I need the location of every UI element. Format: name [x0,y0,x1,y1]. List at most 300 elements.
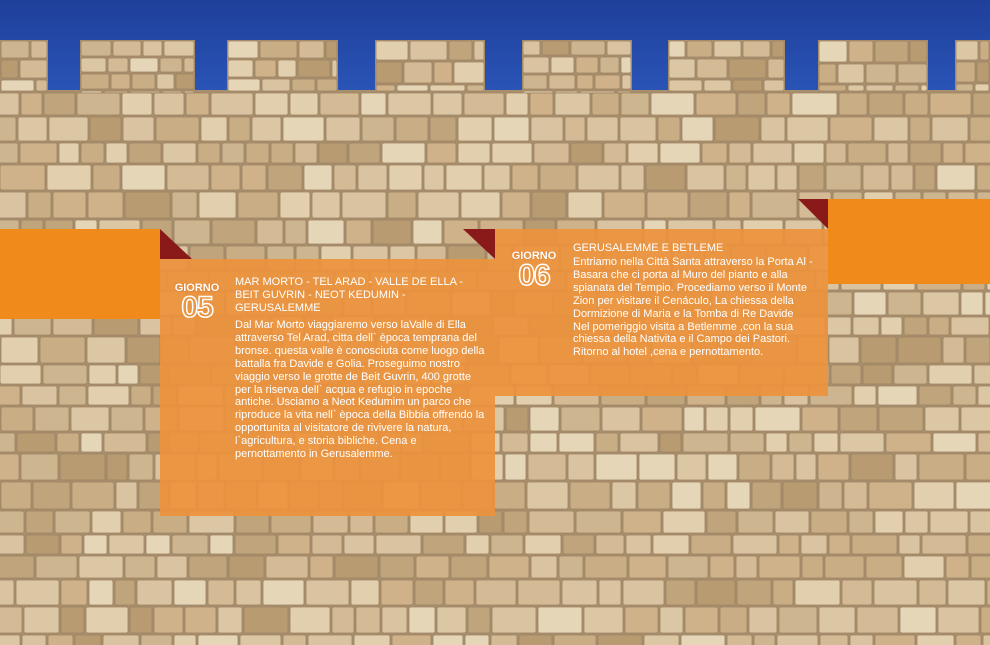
wall-stone [775,511,809,533]
wall-stone [382,143,425,163]
wall-stone [123,117,154,141]
wall-stone [542,41,569,55]
wall-stone [985,292,990,315]
wall-stone [174,580,206,605]
wall-stone [198,143,220,163]
wall-stone [604,143,626,163]
wall-stone [376,41,408,60]
wall-stone [844,482,867,509]
wall-stone [919,386,951,405]
wall-stone [946,556,969,578]
wall-stone [540,165,576,190]
wall-stone [538,607,582,633]
wall-stone [886,433,931,452]
wall-stone [621,165,644,190]
wall-stone [164,41,194,56]
wall-stone [308,220,344,244]
wall-stone [530,93,553,115]
wall-stone [753,143,792,163]
wall-stone [761,117,785,141]
wall-stone [530,433,557,452]
wall-stone [278,535,310,554]
wall-stone [185,607,216,633]
wall-stone [26,535,59,554]
wall-stone [228,41,258,58]
wall-stone [530,407,559,431]
wall-stone [737,580,771,605]
wall-stone [879,407,923,431]
wall-stone [917,635,954,645]
wall-stone [831,365,861,384]
wall-stone [929,317,949,335]
wall-stone [129,454,153,480]
wall-stone [0,386,20,405]
description-paragraph: Entriamo nella Città Santa attraverso la Porta Al - Basara che ci porta al Muro del pianto e alla spianata del Tempio. Procediamo verso il Monte Zion per visitare il Cenáculo, La chiessa della Dormizione di Maria e la Tomba di Re Davide [573,256,813,320]
wall-stone [86,607,128,633]
wall-stone [961,407,990,431]
wall-stone [607,41,631,55]
day-word: GIORNO [511,250,557,262]
wall-stone [222,143,244,163]
wall-stone [752,482,781,509]
wall-stone [17,433,55,452]
wall-stone [970,511,990,533]
wall-stone [710,556,734,578]
wall-stone [36,80,47,91]
wall-stone [772,41,784,57]
wall-stone [523,57,549,73]
wall-stone [559,433,594,452]
wall-stone [919,454,964,480]
wall-stone [88,192,123,218]
wall-stone [43,365,87,384]
wall-stone [236,580,261,605]
wall-stone [684,407,704,431]
wall-stone [418,192,459,218]
wall-stone [677,454,706,480]
wall-stone [839,93,867,115]
wall-stone [838,64,864,83]
wall-stone [255,60,276,77]
wall-stone [629,556,666,578]
wall-stone [1,407,33,431]
wall-stone [0,454,19,480]
wall-stone [697,580,735,605]
wall-stone [977,62,989,82]
wall-stone [720,607,747,633]
wall-stone [644,635,679,645]
wall-stone [57,433,79,452]
wall-stone [106,143,127,163]
wall-stone [157,74,174,89]
wall-stone [427,143,456,163]
wall-stone [863,165,889,190]
wall-stone [697,59,727,78]
wall-stone [898,337,941,363]
wall-stone [663,511,705,533]
day-description [573,256,823,359]
wall-stone [376,62,402,83]
wall-stone [825,556,864,578]
wall-stone [766,433,787,452]
wall-stone [454,62,484,83]
wall-stone [531,117,563,141]
wall-stone [210,535,233,554]
wall-stone [491,635,517,645]
wall-stone [739,454,770,480]
wall-stone [113,41,141,56]
wall-stone [777,635,818,645]
wall-stone [252,117,281,141]
wall-stone [669,80,702,91]
wall-stone [595,75,620,89]
wall-stone [123,511,151,533]
wall-stone [642,407,682,431]
wall-stone [430,85,465,91]
wall-stone [1,482,31,509]
wall-stone [878,386,917,405]
wall-stone [332,60,337,77]
wall-stone [122,93,152,115]
wall-stone [518,580,560,605]
wall-stone [971,556,990,578]
wall-stone [829,337,859,363]
day-number: 05 [181,291,213,324]
wall-stone [888,143,908,163]
wall-stone [61,607,84,633]
wall-stone [335,556,378,578]
wall-stone [449,41,472,60]
wall-stone [687,41,712,57]
wall-stone [929,365,972,384]
wall-stone [476,580,516,605]
wall-stone [779,607,817,633]
wall-stone [0,511,24,533]
wall-stone [396,117,428,141]
wall-stone [186,93,209,115]
wall-stone [59,143,79,163]
wall-stone [107,454,127,480]
wall-stone [612,482,636,509]
wall-stone [132,74,155,89]
wall-stone [141,635,172,645]
wall-stone [283,635,306,645]
wall-stone [875,635,915,645]
wall-stone [623,580,664,605]
wall-stone [789,433,812,452]
wall-stone [796,454,816,480]
wall-stone [461,192,500,218]
wall-stone [519,635,552,645]
wall-stone [820,635,848,645]
wall-stone [433,635,463,645]
wall-stone [88,386,129,405]
wall-stone [559,556,583,578]
wall-stone [512,165,538,190]
wall-stone [154,607,183,633]
wall-stone [351,580,379,605]
day-panel-06 [495,229,828,396]
wall-stone [943,143,963,163]
wall-stone [968,535,990,554]
wall-stone [904,556,944,578]
wall-stone [35,407,69,431]
ribbon-fold-right [798,199,828,229]
day-description [235,319,485,461]
wall-stone [358,165,387,190]
wall-stone [229,117,250,141]
wall-stone [690,192,727,218]
wall-stone [563,535,594,554]
wall-stone [904,317,927,335]
wall-stone [966,337,990,363]
wall-stone [660,607,683,633]
wall-stone [691,535,731,554]
wall-stone [623,511,661,533]
wall-stone [592,93,619,115]
wall-stone [376,535,421,554]
wall-stone [799,165,824,190]
wall-stone [974,365,990,384]
wall-stone [26,511,53,533]
wall-stone [965,143,990,163]
wall-stone [326,41,337,58]
wall-stone [416,556,449,578]
wall-stone [492,143,532,163]
wall-stone [714,41,741,57]
wall-stone [0,365,41,384]
wall-stone [189,556,227,578]
wall-stone [707,511,736,533]
wall-stone [730,433,764,452]
wall-stone [87,337,125,363]
wall-stone [79,556,123,578]
wall-stone [44,93,75,115]
wall-stone [894,365,927,384]
wall-stone [814,433,838,452]
wall-stone [415,580,443,605]
wall-stone [622,75,631,89]
wall-stone [285,220,306,244]
wall-stone [818,454,849,480]
wall-stone [16,580,59,605]
day-title: MAR MORTO - TEL ARAD - VALLE DE ELLA - BEIT GUVRIN - NEOT KEDUMIN - GERUSALEMME [235,276,464,314]
wall-stone [795,580,840,605]
wall-stone [349,143,380,163]
wall-stone [568,192,602,218]
wall-stone [31,41,47,58]
wall-stone [571,143,602,163]
wall-stone [111,74,130,89]
wall-stone [819,482,842,509]
wall-stone [172,192,197,218]
wall-stone [36,556,77,578]
wall-stone [304,165,332,190]
wall-stone [81,74,109,89]
wall-stone [685,607,718,633]
wall-stone [0,317,12,335]
wall-stone [840,433,884,452]
wall-stone [24,607,59,633]
wall-stone [21,93,42,115]
wall-stone [687,165,724,190]
wall-stone [108,58,128,72]
wall-stone [257,220,283,244]
wall-stone [0,117,16,141]
wall-stone [20,60,47,78]
wall-stone [81,41,111,56]
wall-stone [888,292,921,315]
wall-stone [528,454,566,480]
wall-stone [956,482,990,509]
wall-stone [111,407,143,431]
wall-stone [212,220,255,244]
wall-stone [571,41,605,55]
wall-stone [103,635,139,645]
wall-stone [0,635,20,645]
wall-stone [562,580,597,605]
wall-stone [502,192,530,218]
wall-stone [621,57,631,73]
wall-stone [174,635,196,645]
wall-stone [681,635,725,645]
wall-stone [262,79,290,91]
wall-stone [767,93,790,115]
wall-stone [666,580,695,605]
wall-stone [577,75,593,89]
wall-stone [93,165,120,190]
wall-stone [881,317,902,335]
wall-stone [28,192,51,218]
wall-stone [260,41,297,58]
wall-stone [953,386,976,405]
wall-stone [866,64,896,83]
wall-stone [198,635,238,645]
wall-stone [61,535,82,554]
wall-stone [246,143,269,163]
wall-stone [772,454,794,480]
wall-stone [840,407,877,431]
wall-stone [983,635,990,645]
wall-stone [826,292,852,315]
wall-stone [312,535,342,554]
wall-stone [829,535,850,554]
wall-stone [866,85,893,91]
wall-stone [494,117,529,141]
wall-stone [484,165,510,190]
wall-stone [130,58,158,72]
wall-stone [819,607,855,633]
wall-stone [143,41,162,56]
wall-stone [910,117,930,141]
wall-stone [570,482,610,509]
wall-stone [61,580,87,605]
wall-stone [468,607,490,633]
wall-stone [263,580,304,605]
wall-stone [332,607,354,633]
wall-stone [211,93,253,115]
wall-stone [437,607,466,633]
wall-stone [502,433,528,452]
wall-stone [749,607,777,633]
wall-stone [445,580,474,605]
wall-stone [48,635,73,645]
wall-stone [131,386,151,405]
wall-stone [0,93,19,115]
wall-stone [527,482,568,509]
ribbon-right [828,199,990,284]
wall-stone [423,535,464,554]
wall-stone [451,556,487,578]
wall-stone [312,192,340,218]
wall-stone [523,75,547,89]
wall-stone [554,635,596,645]
wall-stone [49,117,88,141]
wall-stone [77,93,120,115]
wall-stone [943,337,964,363]
wall-stone [961,292,983,315]
wall-stone [910,143,941,163]
wall-stone [320,93,359,115]
wall-stone [921,85,927,91]
wall-stone [584,607,623,633]
wall-stone [278,60,296,77]
wall-stone [729,59,766,78]
wall-stone [910,41,927,62]
wall-stone [1,41,29,58]
wall-stone [861,337,896,363]
wall-stone [736,556,757,578]
wall-stone [704,80,731,91]
wall-stone [21,454,58,480]
wall-stone [342,192,386,218]
wall-stone [842,580,872,605]
wall-stone [647,192,688,218]
wall-stone [156,117,199,141]
wall-stone [600,57,619,73]
wall-stone [283,117,324,141]
wall-stone [956,62,975,82]
wall-stone [933,433,976,452]
wall-stone [973,93,990,115]
wall-stone [118,365,138,384]
wall-stone [1,60,18,78]
wall-stone [319,143,347,163]
wall-stone [474,41,484,60]
wall-stone [863,365,892,384]
wall-stone [122,165,165,190]
wall-stone [938,607,979,633]
wall-stone [172,535,208,554]
wall-stone [628,143,658,163]
wall-stone [848,85,864,91]
wall-stone [184,58,194,72]
wall-stone [53,192,86,218]
wall-stone [768,59,784,78]
wall-stone [658,117,680,141]
wall-stone [94,317,138,335]
wall-stone [308,635,352,645]
wall-stone [703,482,725,509]
wall-stone [271,143,293,163]
wall-stone [211,165,240,190]
wall-stone [932,117,968,141]
wall-stone [362,117,394,141]
wall-stone [869,93,903,115]
wall-stone [413,220,442,244]
wall-stone [389,165,422,190]
wall-stone [625,607,658,633]
